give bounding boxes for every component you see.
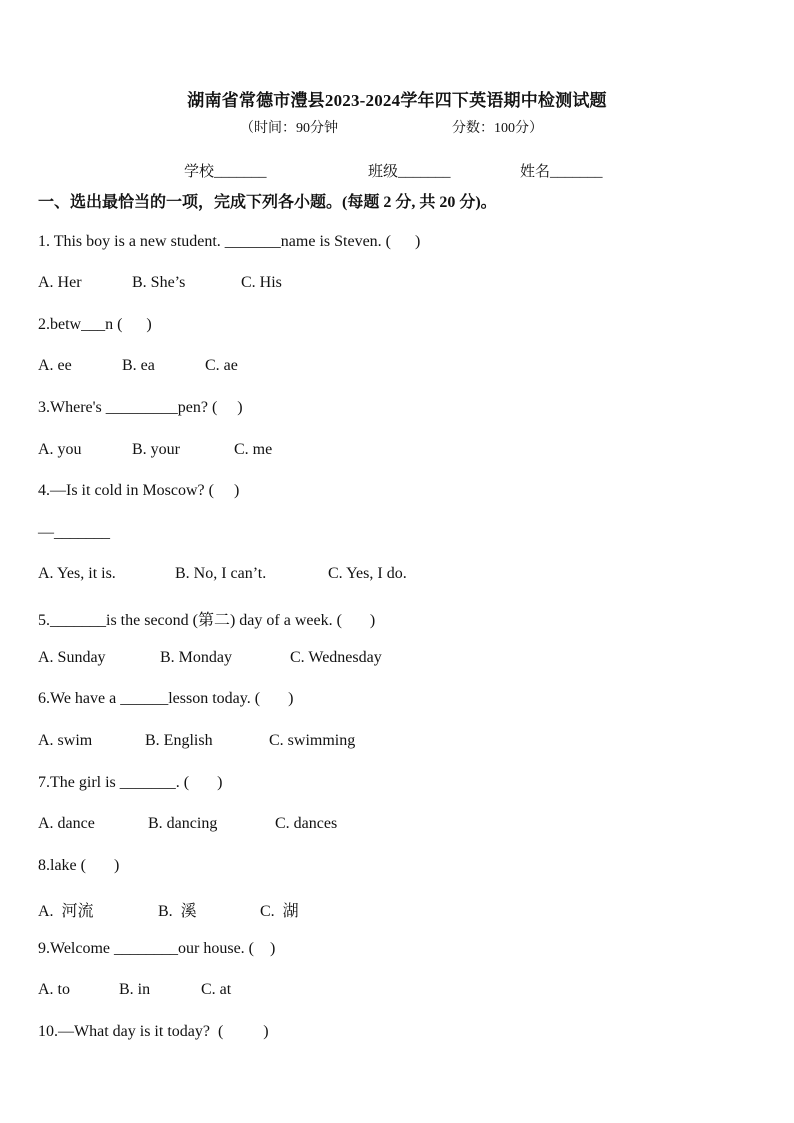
option-c[interactable]: C. swimming [269,732,356,749]
exam-time: （时间：90分钟 [240,121,338,136]
option-c[interactable]: C. His [241,274,282,291]
option-a[interactable]: A. dance [38,815,95,832]
page-title: 湖南省常德市澧县2023-2024学年四下英语期中检测试题 [187,91,607,110]
option-c[interactable]: C. 湖 [260,903,299,920]
question-5: 5._______is the second (第二) day of a week. ( ) [38,612,376,629]
class-field[interactable]: 班级_______ [368,164,451,180]
option-c[interactable]: C. dances [275,815,338,832]
option-a[interactable]: A. Sunday [38,649,106,666]
question-7: 7.The girl is _______. ( ) [38,774,223,791]
question-9: 9.Welcome ________our house. ( ) [38,940,276,957]
question-1: 1. This boy is a new student. _______name is Steven. ( ) [38,233,421,250]
option-c[interactable]: C. at [201,981,232,998]
options-2 [38,357,738,379]
question-3: 3.Where's _________pen? ( ) [38,399,243,416]
question-8: 8.lake ( ) [38,857,120,874]
option-b[interactable]: B. your [132,441,180,458]
options-7 [38,815,738,837]
options-5 [38,649,738,671]
options-1 [38,274,738,296]
option-a[interactable]: A. ee [38,357,72,374]
question-6: 6.We have a ______lesson today. ( ) [38,690,294,707]
options-6 [38,732,738,754]
option-b[interactable]: B. 溪 [158,903,197,920]
option-c[interactable]: C. Yes, I do. [328,565,407,582]
option-b[interactable]: B. Monday [160,649,232,666]
question-2: 2.betw___n ( ) [38,316,152,333]
option-c[interactable]: C. me [234,441,273,458]
option-b[interactable]: B. English [145,732,213,749]
option-b[interactable]: B. dancing [148,815,218,832]
exam-score: 分数：100分） [452,121,543,136]
option-b[interactable]: B. She’s [132,274,186,291]
section-heading: 一、选出最恰当的一项，完成下列各小题。(每题 2 分, 共 20 分)。 [38,194,497,211]
option-b[interactable]: B. No, I can’t. [175,565,267,582]
option-a[interactable]: A. to [38,981,70,998]
options-4 [38,565,738,587]
option-b[interactable]: B. ea [122,357,155,374]
option-c[interactable]: C. Wednesday [290,649,382,666]
option-b[interactable]: B. in [119,981,151,998]
option-a[interactable]: A. 河流 [38,903,94,920]
question-10: 10.—What day is it today? ( ) [38,1023,269,1040]
option-a[interactable]: A. Her [38,274,82,291]
school-field[interactable]: 学校_______ [184,164,267,180]
option-c[interactable]: C. ae [205,357,238,374]
name-field[interactable]: 姓名_______ [520,164,603,180]
option-a[interactable]: A. swim [38,732,93,749]
options-9 [38,981,738,1003]
option-a[interactable]: A. you [38,441,82,458]
options-8 [38,898,738,920]
question-4: 4.—Is it cold in Moscow? ( ) [38,482,240,499]
question-4-answer-line: —_______ [38,524,110,541]
options-3 [38,441,738,463]
option-a[interactable]: A. Yes, it is. [38,565,116,582]
